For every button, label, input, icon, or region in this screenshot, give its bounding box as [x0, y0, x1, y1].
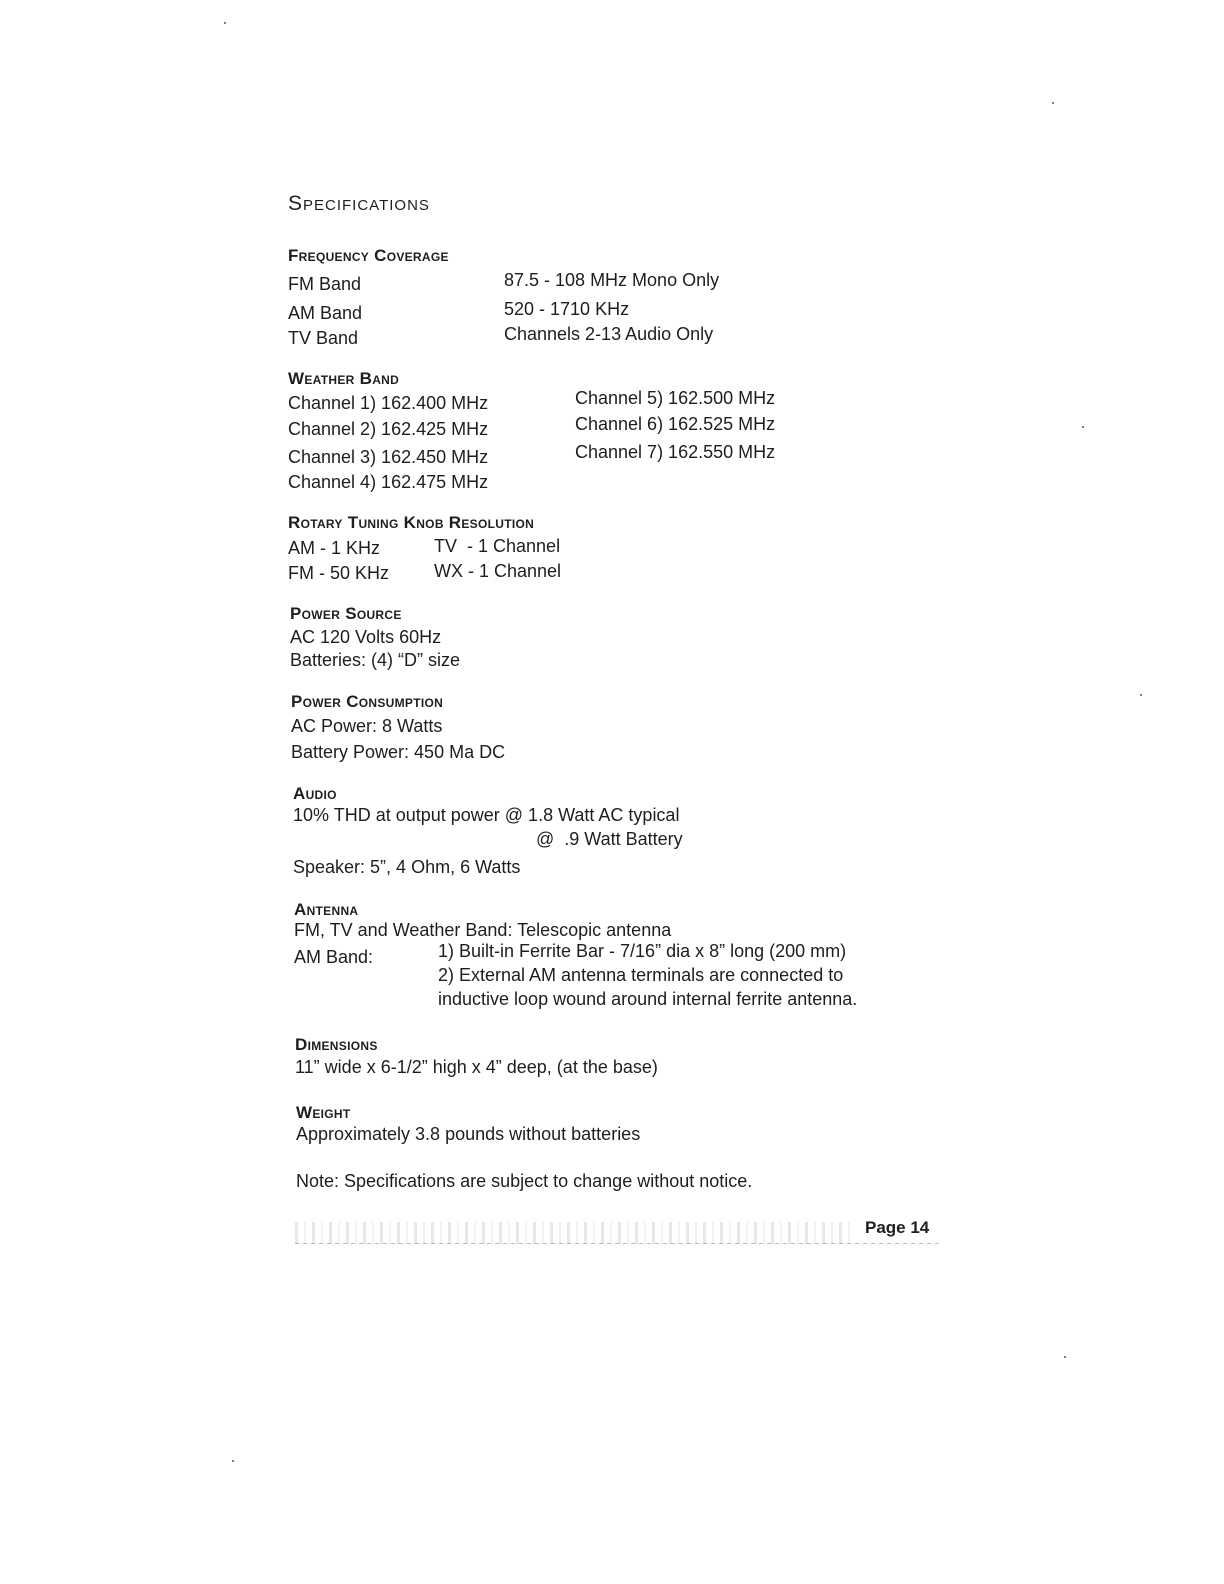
antenna-am-line: 1) Built-in Ferrite Bar - 7/16” dia x 8” long (200 mm)	[438, 941, 847, 961]
rotary-resolution: AM - 1 KHz	[288, 538, 381, 558]
page-title: Specifications	[288, 192, 430, 215]
fm-band-value: 87.5 - 108 MHz Mono Only	[504, 270, 720, 290]
scan-speck	[1082, 426, 1084, 428]
tv-band-value: Channels 2-13 Audio Only	[504, 324, 714, 344]
footer-scan-noise	[295, 1222, 855, 1244]
dimensions-heading: Dimensions	[295, 1035, 378, 1054]
scan-speck	[1052, 102, 1054, 104]
weather-channel: Channel 6) 162.525 MHz	[575, 414, 776, 434]
footer-rule	[295, 1243, 940, 1244]
weather-channel: Channel 3) 162.450 MHz	[288, 447, 489, 467]
antenna-am-label: AM Band:	[294, 947, 374, 967]
power-source-line: Batteries: (4) “D” size	[290, 650, 461, 670]
power-consumption-line: Battery Power: 450 Ma DC	[291, 742, 506, 762]
power-consumption-heading: Power Consumption	[291, 692, 444, 711]
rotary-resolution: WX - 1 Channel	[434, 561, 562, 581]
tv-band-label: TV Band	[288, 328, 359, 348]
fm-band-label: FM Band	[288, 274, 362, 294]
weight-line: Approximately 3.8 pounds without batteries	[296, 1124, 641, 1144]
scan-speck	[1064, 1356, 1066, 1358]
am-band-value: 520 - 1710 KHz	[504, 299, 630, 319]
weather-band-heading: Weather Band	[288, 369, 400, 388]
rotary-tuning-heading: Rotary Tuning Knob Resolution	[288, 513, 535, 532]
antenna-am-line: 2) External AM antenna terminals are connected to	[438, 965, 844, 985]
weather-channel: Channel 1) 162.400 MHz	[288, 393, 489, 413]
antenna-heading: Antenna	[294, 900, 359, 919]
power-source-line: AC 120 Volts 60Hz	[290, 627, 442, 647]
audio-thd-line: 10% THD at output power @ 1.8 Watt AC typical	[293, 805, 680, 825]
scan-speck	[1140, 694, 1142, 696]
antenna-fm-line: FM, TV and Weather Band: Telescopic antenna	[294, 920, 672, 940]
power-source-heading: Power Source	[290, 604, 402, 623]
scan-speck	[224, 22, 226, 24]
specifications-note: Note: Specifications are subject to change without notice.	[296, 1171, 753, 1191]
audio-heading: Audio	[293, 784, 337, 803]
weather-channel: Channel 4) 162.475 MHz	[288, 472, 489, 492]
audio-battery-line: @ .9 Watt Battery	[536, 829, 683, 849]
frequency-coverage-heading: Frequency Coverage	[288, 246, 449, 265]
rotary-resolution: FM - 50 KHz	[288, 563, 390, 583]
power-consumption-line: AC Power: 8 Watts	[291, 716, 443, 736]
weather-channel: Channel 5) 162.500 MHz	[575, 388, 776, 408]
dimensions-line: 11” wide x 6-1/2” high x 4” deep, (at the base)	[295, 1057, 658, 1077]
weight-heading: Weight	[296, 1103, 351, 1122]
rotary-resolution: TV - 1 Channel	[434, 536, 561, 556]
scan-speck	[232, 1460, 234, 1462]
page-number: Page 14	[865, 1218, 930, 1237]
antenna-am-line: inductive loop wound around internal ferrite antenna.	[438, 989, 858, 1009]
audio-speaker-line: Speaker: 5”, 4 Ohm, 6 Watts	[293, 857, 521, 877]
weather-channel: Channel 7) 162.550 MHz	[575, 442, 776, 462]
am-band-label: AM Band	[288, 303, 363, 323]
weather-channel: Channel 2) 162.425 MHz	[288, 419, 489, 439]
